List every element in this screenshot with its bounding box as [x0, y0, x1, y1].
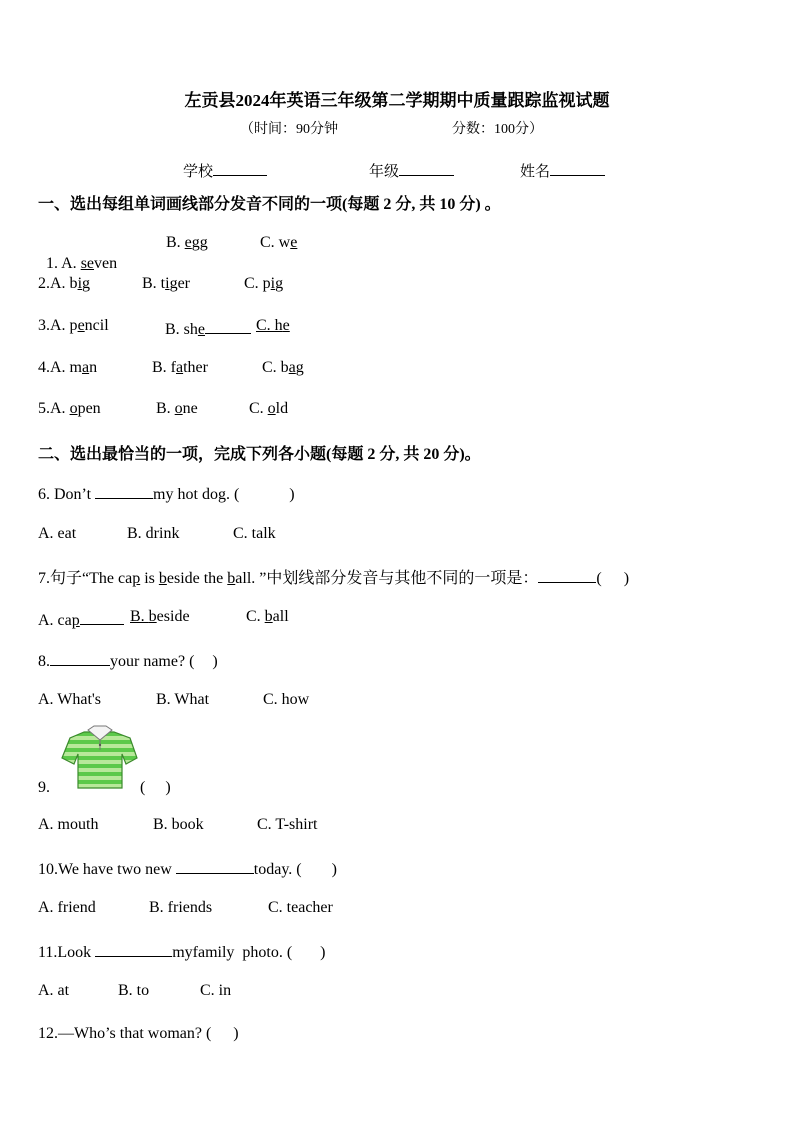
question-2-option-a[interactable]: 2.A. big	[38, 275, 91, 292]
grade-blank[interactable]	[399, 160, 454, 176]
question-2-option-c[interactable]: C. pig	[244, 275, 284, 292]
name-field[interactable]	[520, 160, 605, 181]
question-1-option-c[interactable]: C. we	[260, 234, 298, 251]
question-8-blank[interactable]	[50, 650, 110, 666]
question-10-option-c[interactable]: C. teacher	[268, 899, 333, 916]
school-blank[interactable]	[213, 160, 267, 176]
question-7-option-b[interactable]: B. beside	[130, 608, 190, 625]
question-9-option-c[interactable]: C. T-shirt	[257, 816, 318, 833]
question-11-blank[interactable]	[95, 941, 172, 957]
question-2-option-b[interactable]: B. tiger	[142, 275, 191, 292]
question-3-option-a[interactable]: 3.A. pencil	[38, 317, 109, 334]
school-label: 学校	[183, 164, 214, 180]
question-3-option-b[interactable]: B. she	[165, 317, 251, 339]
question-8-option-c[interactable]: C. how	[263, 691, 310, 708]
section-1-heading: 一、选出每组单词画线部分发音不同的一项(每题 2 分, 共 10 分) 。	[38, 196, 501, 213]
question-3-option-c[interactable]: C. he	[256, 317, 290, 334]
question-6: 6. Don’t my hot dog. ( )	[38, 483, 295, 505]
question-7-option-a[interactable]: A. cap	[38, 608, 124, 630]
name-label: 姓名	[520, 164, 551, 180]
question-5-option-b[interactable]: B. one	[156, 400, 198, 417]
question-6-blank[interactable]	[95, 483, 153, 499]
question-11-option-b[interactable]: B. to	[118, 982, 150, 999]
question-6-option-b[interactable]: B. drink	[127, 525, 180, 542]
question-8: 8. your name? ( )	[38, 650, 218, 672]
question-8-option-b[interactable]: B. What	[156, 691, 210, 708]
name-blank[interactable]	[550, 160, 605, 176]
question-7-blank[interactable]	[538, 567, 596, 583]
question-11-option-a[interactable]: A. at	[38, 982, 70, 999]
question-6-option-a[interactable]: A. eat	[38, 525, 77, 542]
grade-field[interactable]	[369, 160, 454, 181]
question-1-option-b[interactable]: B. egg	[166, 234, 208, 251]
question-11: 11.Look myfamily photo. ( )	[38, 941, 326, 963]
question-6-option-c[interactable]: C. talk	[233, 525, 276, 542]
grade-label: 年级	[369, 164, 400, 180]
page-title: 左贡县2024年英语三年级第二学期期中质量跟踪监视试题	[184, 91, 610, 110]
question-10: 10.We have two new today. ( )	[38, 858, 337, 880]
question-10-blank[interactable]	[176, 858, 254, 874]
question-4-option-a[interactable]: 4.A. man	[38, 359, 98, 376]
question-12: 12.—Who’s that woman? ( )	[38, 1025, 239, 1042]
question-1: 1. A. seven	[46, 255, 118, 272]
question-10-option-b[interactable]: B. friends	[149, 899, 213, 916]
question-8-option-a[interactable]: A. What's	[38, 691, 102, 708]
question-4-option-c[interactable]: C. bag	[262, 359, 304, 376]
question-9-option-b[interactable]: B. book	[153, 816, 204, 833]
question-9-option-a[interactable]: A. mouth	[38, 816, 99, 833]
school-field[interactable]	[183, 160, 267, 181]
question-5-option-c[interactable]: C. old	[249, 400, 289, 417]
question-7-option-c[interactable]: C. ball	[246, 608, 289, 625]
section-2-heading: 二、选出最恰当的一项，完成下列各小题(每题 2 分, 共 20 分)。	[38, 446, 481, 463]
exam-score: 分数：100分）	[452, 122, 543, 137]
question-10-option-a[interactable]: A. friend	[38, 899, 96, 916]
question-9: 9. ( )	[38, 779, 171, 796]
question-11-option-c[interactable]: C. in	[200, 982, 232, 999]
question-4-option-b[interactable]: B. father	[152, 359, 208, 376]
exam-time: （时间：90分钟	[240, 122, 338, 137]
question-5-option-a[interactable]: 5.A. open	[38, 400, 101, 417]
question-7: 7.句子“The cap is beside the ball. ”中划线部分发音与其他不同的一项是： ( )	[38, 567, 629, 589]
